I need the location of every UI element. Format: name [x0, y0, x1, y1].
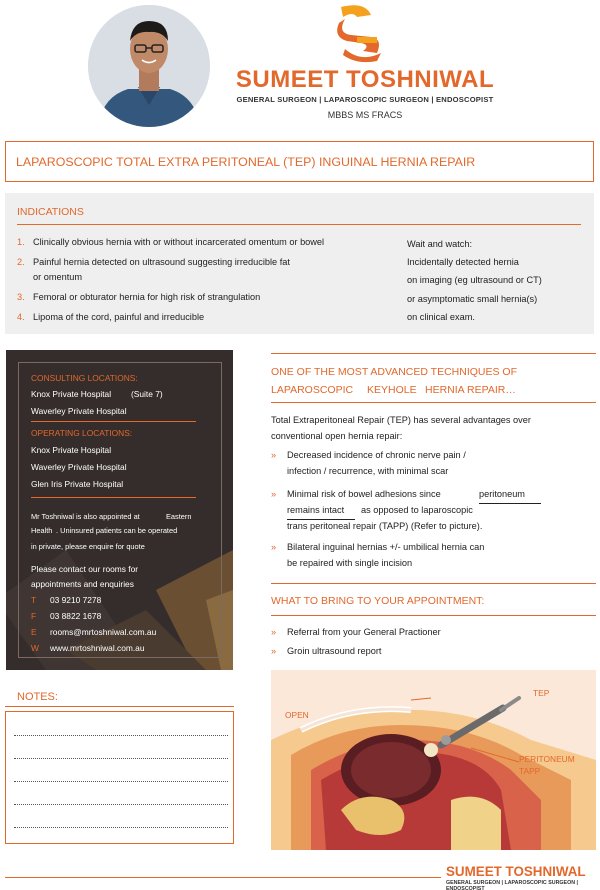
item-text: as opposed to laparoscopic	[361, 505, 473, 515]
wait-line: on imaging (eg ultrasound or CT)	[407, 275, 542, 286]
notes-line	[14, 758, 228, 759]
contact-label: E	[31, 627, 37, 637]
notes-line	[14, 781, 228, 782]
label-tep: TEP	[533, 688, 550, 698]
contact-label: F	[31, 611, 37, 621]
consulting-location: Knox Private Hospital	[31, 389, 112, 399]
divider	[31, 497, 196, 498]
divider	[271, 402, 596, 403]
heading-line: ONE OF THE MOST ADVANCED TECHNIQUES OF	[271, 366, 518, 378]
divider	[31, 421, 196, 422]
appointed-text: in private, please enquire for quote	[31, 542, 145, 551]
contact-email[interactable]	[31, 627, 156, 637]
wait-line: or asymptomatic small hernia(s)	[407, 293, 538, 304]
wait-line: Wait and watch:	[407, 239, 473, 249]
list-item	[271, 625, 596, 641]
consulting-heading: CONSULTING LOCATIONS:	[31, 373, 138, 383]
contact-website[interactable]	[31, 643, 144, 653]
bring-heading: WHAT TO BRING TO YOUR APPOINTMENT:	[271, 595, 485, 607]
logo-icon	[331, 3, 391, 63]
item-text: infection / recurrence, with minimal scar	[287, 465, 449, 476]
heading-word: KEYHOLE	[367, 384, 417, 396]
item-text: Lipoma of the cord, painful and irreducible	[33, 312, 205, 322]
heading-word: LAPAROSCOPIC	[271, 384, 354, 396]
notes-line	[14, 735, 228, 736]
divider	[5, 706, 234, 707]
list-item	[271, 448, 596, 480]
appointed-text: . Uninsured patients can be operated	[56, 526, 178, 535]
notes-line	[14, 804, 228, 805]
wait-line: Incidentally detected hernia	[407, 257, 519, 268]
appointed-text: Mr Toshniwal is also appointed at	[31, 512, 140, 521]
contact-text: appointments and enquiries	[31, 579, 134, 589]
intro-line: conventional open hernia repair:	[271, 430, 403, 441]
contact-fax[interactable]	[31, 611, 101, 621]
contact-label: T	[31, 595, 37, 605]
intro-text	[271, 413, 531, 445]
list-item	[271, 644, 596, 660]
bullet-icon: »	[271, 489, 277, 499]
indications-list	[17, 235, 347, 330]
divider	[271, 615, 596, 616]
intro-line: Total Extraperitoneal Repair (TEP) has several advantages over	[271, 415, 531, 425]
item-text: Minimal risk of bowel adhesions since	[287, 489, 441, 499]
page-title: LAPAROSCOPIC TOTAL EXTRA PERITONEAL (TEP) INGUINAL HERNIA REPAIR	[16, 155, 476, 169]
notes-box	[5, 711, 234, 844]
item-text: Referral from your General Practioner	[287, 627, 441, 637]
item-number: 4.	[17, 312, 25, 322]
footer-subtitle: GENERAL SURGEON | LAPAROSCOPIC SURGEON | ENDOSCOPIST	[446, 880, 578, 890]
heading-word: HERNIA REPAIR…	[425, 384, 516, 396]
item-text: Clinically obvious hernia with or without incarcerated omentum or bowel	[33, 237, 325, 247]
contact-label: W	[31, 643, 39, 653]
item-text: be repaired with single incision	[287, 557, 413, 568]
list-item	[271, 487, 596, 535]
appointed-text: Health	[31, 526, 53, 535]
contact-value: 03 8822 1678	[50, 611, 102, 621]
item-text: Bilateral inguinal hernias +/- umbilical hernia can	[287, 542, 485, 552]
list-item	[17, 235, 347, 250]
label-peritoneum: PERITONEUM	[519, 754, 575, 764]
list-item	[17, 290, 347, 305]
label-open: OPEN	[285, 710, 309, 720]
operating-heading: OPERATING LOCATIONS:	[31, 428, 133, 438]
divider	[271, 353, 596, 354]
contact-phone[interactable]	[31, 595, 101, 605]
item-text: Decreased incidence of chronic nerve pain /	[287, 450, 466, 460]
contact-value: rooms@mrtoshniwal.com.au	[50, 627, 157, 637]
contact-value: 03 9210 7278	[50, 595, 102, 605]
hernia-diagram	[271, 670, 596, 850]
item-number: 2.	[17, 257, 25, 267]
item-text: peritoneum	[479, 487, 541, 504]
divider	[5, 877, 441, 878]
appointed-text: Eastern	[166, 512, 192, 521]
divider	[17, 224, 581, 225]
wait-line: on clinical exam.	[407, 311, 475, 322]
qualifications: MBBS MS FRACS	[327, 110, 403, 120]
item-text: Femoral or obturator hernia for high risk of strangulation	[33, 292, 261, 302]
operating-location: Glen Iris Private Hospital	[31, 479, 124, 489]
notes-heading: NOTES:	[17, 691, 58, 703]
operating-location: Knox Private Hospital	[31, 445, 112, 455]
advanced-heading	[271, 363, 600, 399]
operating-location: Waverley Private Hospital	[31, 462, 127, 472]
item-text: trans peritoneal repair (TAPP) (Refer to picture).	[287, 521, 483, 531]
list-item	[17, 310, 347, 325]
item-text: remains intact	[287, 503, 355, 520]
notes-line	[14, 827, 228, 828]
item-number: 1.	[17, 237, 25, 247]
item-text: Groin ultrasound report	[287, 646, 382, 656]
surgeon-photo	[88, 5, 210, 127]
bullet-icon: »	[271, 627, 277, 637]
logo-name: SUMEET TOSHNIWAL	[235, 66, 495, 93]
list-item	[271, 540, 596, 572]
wait-and-watch	[407, 235, 587, 326]
indications-heading: INDICATIONS	[17, 206, 84, 218]
logo-subtitle: GENERAL SURGEON | LAPAROSCOPIC SURGEON | ENDOSCOPIST	[236, 95, 494, 104]
list-item	[17, 255, 347, 285]
item-text: Painful hernia detected on ultrasound suggesting irreducible fat	[33, 257, 290, 267]
consulting-location: Waverley Private Hospital	[31, 406, 127, 416]
bullet-icon: »	[271, 450, 277, 460]
bullet-icon: »	[271, 646, 277, 656]
bullet-icon: »	[271, 542, 277, 552]
consulting-suite: (Suite 7)	[131, 389, 163, 399]
item-number: 3.	[17, 292, 25, 302]
item-text: or omentum	[33, 272, 83, 282]
divider	[271, 583, 596, 584]
footer-name: SUMEET TOSHNIWAL	[446, 864, 586, 879]
label-tapp: TAPP	[519, 766, 541, 776]
contact-text: Please contact our rooms for	[31, 564, 139, 574]
contact-value: www.mrtoshniwal.com.au	[50, 643, 145, 653]
